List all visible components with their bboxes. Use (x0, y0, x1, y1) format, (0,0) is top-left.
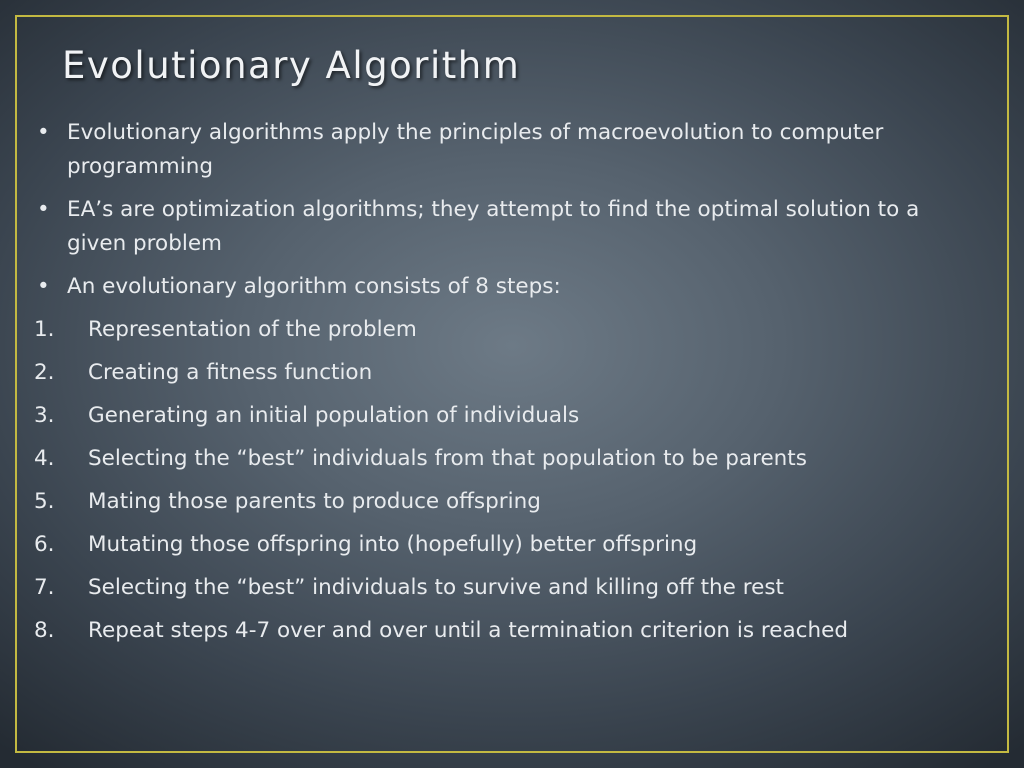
step-item (34, 614, 964, 648)
step-number: 1. (34, 317, 55, 342)
step-number: 8. (34, 618, 55, 643)
bullet-item (34, 193, 964, 261)
step-number: 6. (34, 532, 55, 557)
step-text: Repeat steps 4-7 over and over until a termination criterion is reached (88, 618, 848, 643)
step-text: Mating those parents to produce offspring (88, 489, 541, 514)
step-text: Mutating those offspring into (hopefully) better offspring (88, 532, 698, 557)
slide-title: Evolutionary Algorithm (62, 44, 521, 87)
bullet-item (34, 270, 964, 304)
step-item (34, 442, 964, 476)
step-item (34, 356, 964, 390)
bullet-marker: • (37, 274, 50, 299)
step-item (34, 528, 964, 562)
step-item (34, 485, 964, 519)
slide-content (34, 116, 964, 657)
bullet-item (34, 116, 964, 184)
step-text: Selecting the “best” individuals from that population to be parents (88, 446, 807, 471)
bullet-text: Evolutionary algorithms apply the principles of macroevolution to computer programming (67, 120, 884, 179)
step-text: Selecting the “best” individuals to survive and killing off the rest (88, 575, 784, 600)
bullet-marker: • (37, 120, 50, 145)
step-item (34, 313, 964, 347)
bullet-marker: • (37, 197, 50, 222)
step-number: 4. (34, 446, 55, 471)
bullet-text: EA’s are optimization algorithms; they attempt to find the optimal solution to a given problem (67, 197, 920, 256)
step-number: 7. (34, 575, 55, 600)
step-number: 3. (34, 403, 55, 428)
step-item (34, 571, 964, 605)
step-text: Creating a fitness function (88, 360, 373, 385)
step-item (34, 399, 964, 433)
bullet-text: An evolutionary algorithm consists of 8 steps: (67, 274, 561, 299)
step-number: 2. (34, 360, 55, 385)
step-text: Representation of the problem (88, 317, 417, 342)
step-text: Generating an initial population of individuals (88, 403, 580, 428)
step-number: 5. (34, 489, 55, 514)
